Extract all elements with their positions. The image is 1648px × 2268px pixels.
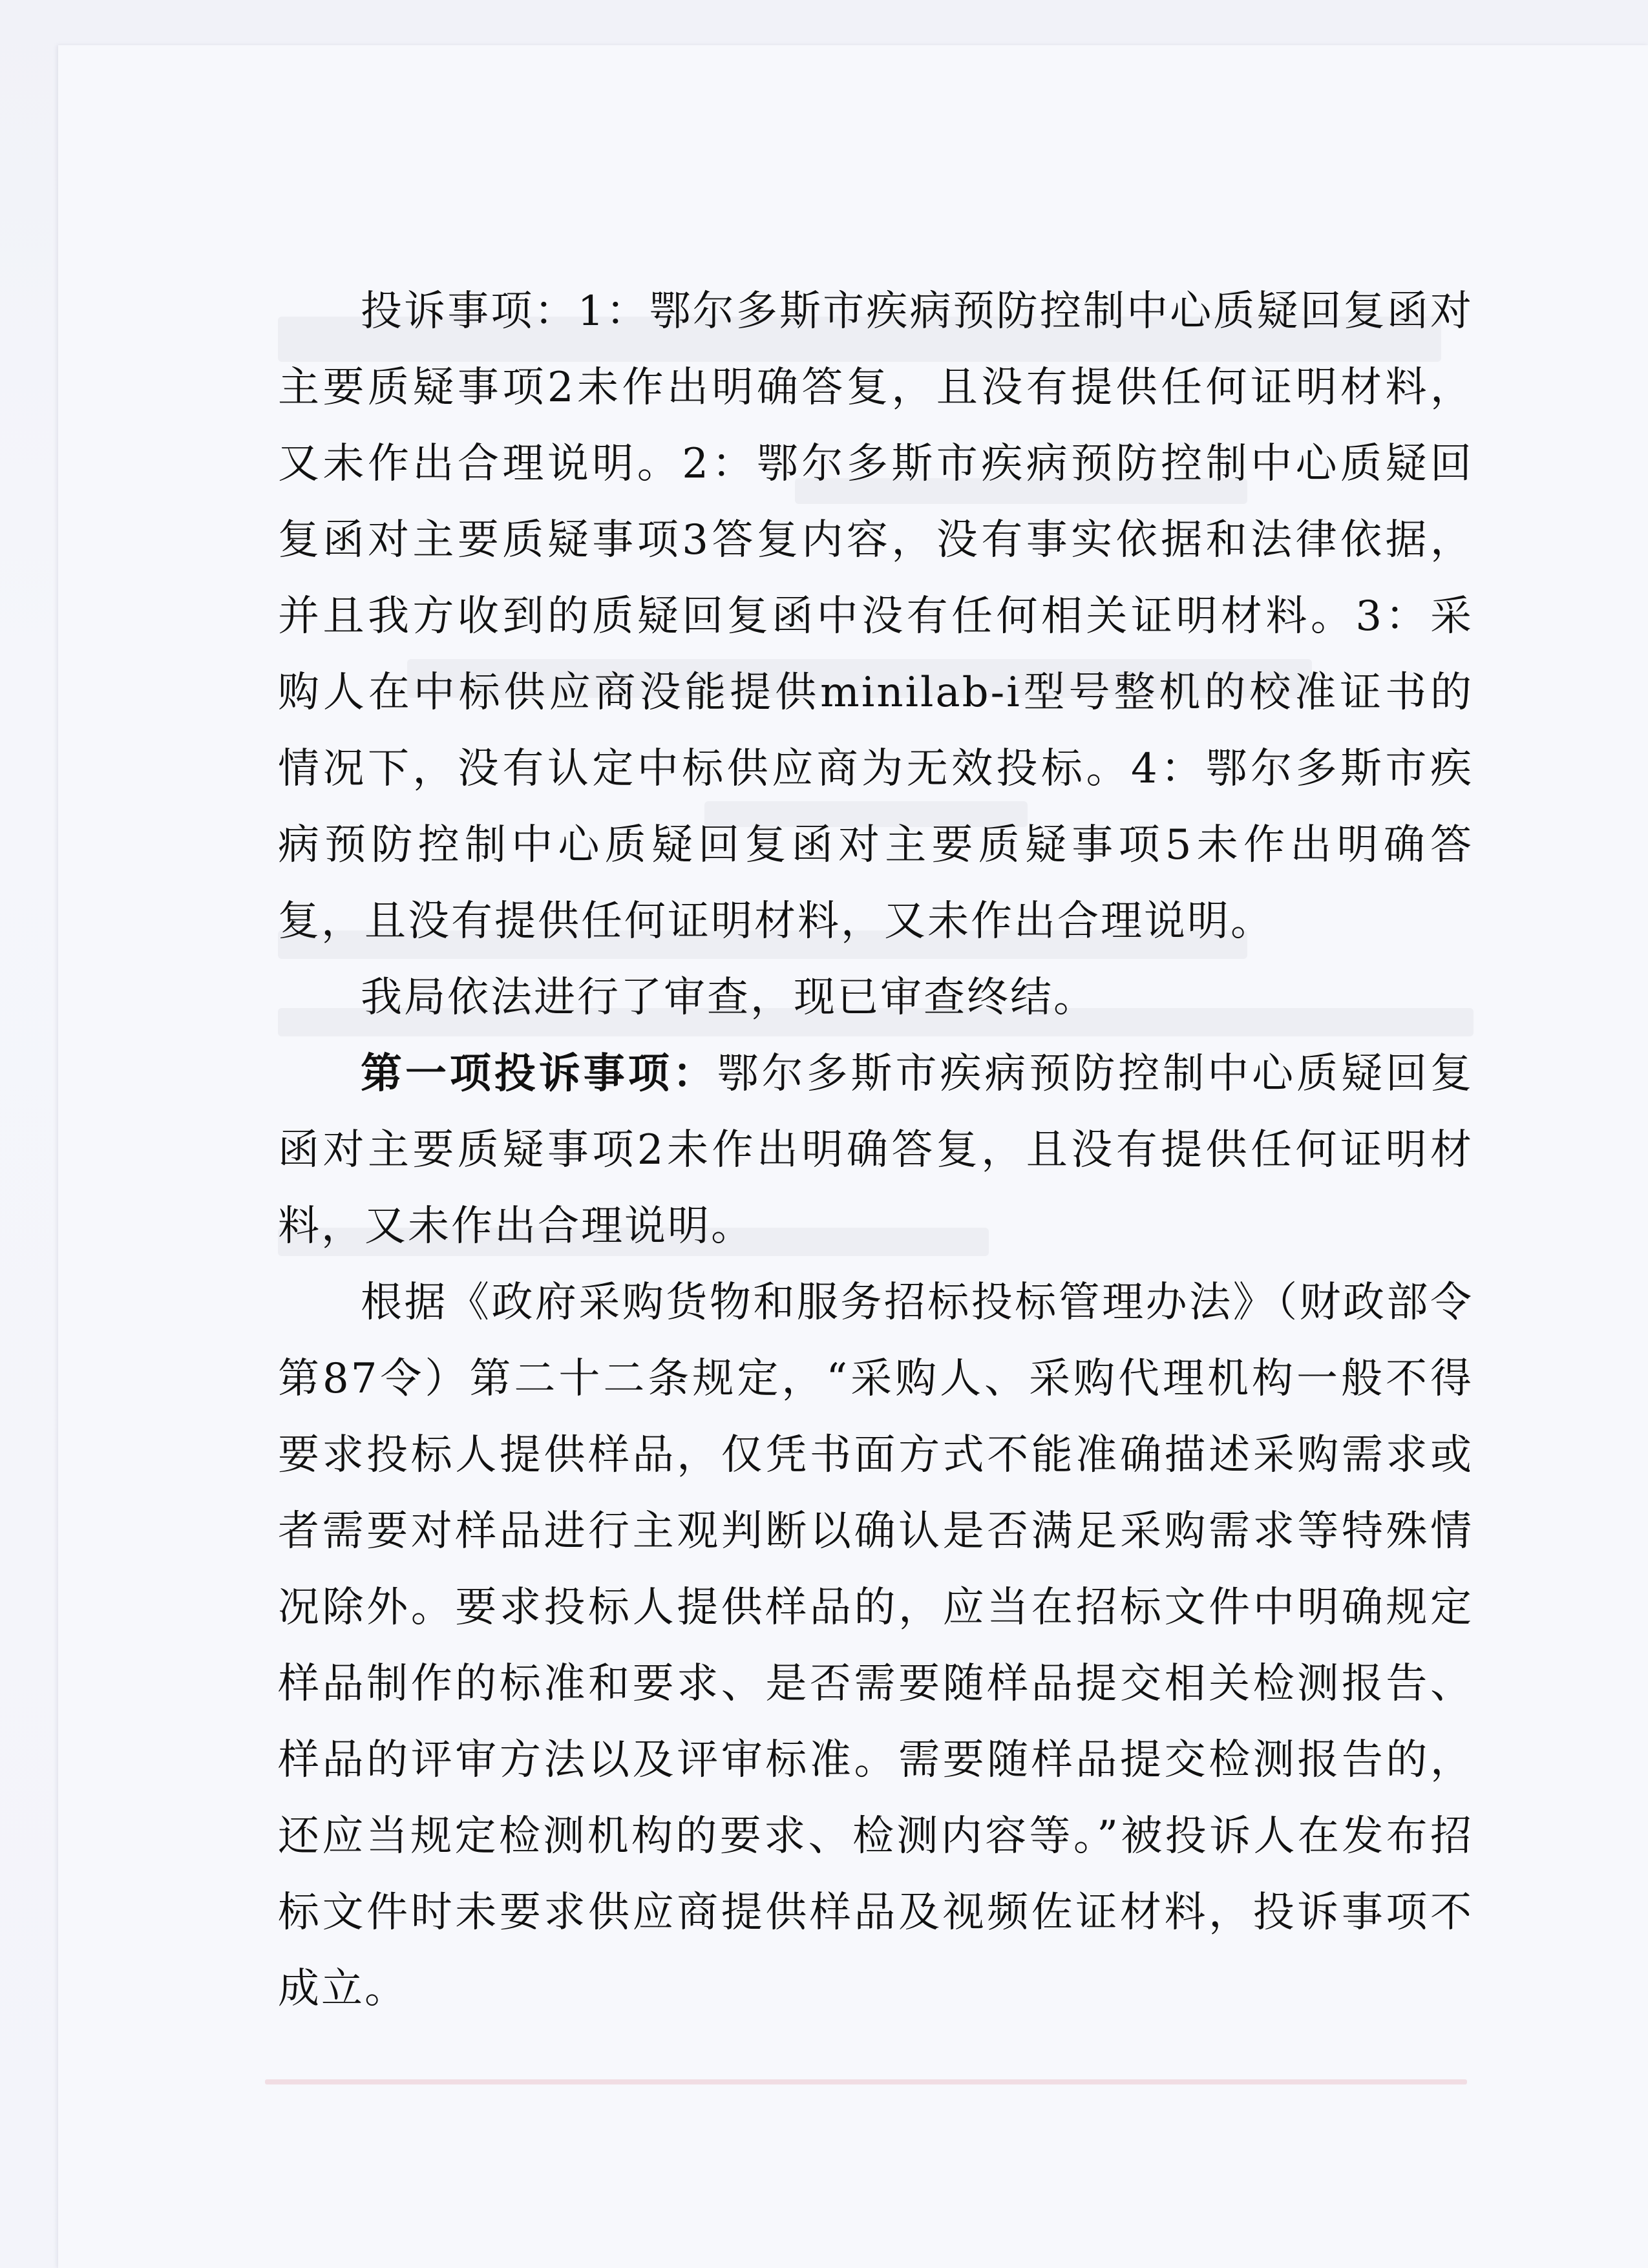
first-complaint-text: 鄂尔多斯市疾病预防控制中心质疑回复函对主要质疑事项2未作出明确答复，且没有提供任何证明材料，又未作出合理说明。 xyxy=(278,1050,1474,1250)
review-status-paragraph: 我局依法进行了审查，现已审查终结。 xyxy=(361,974,1097,1022)
first-complaint-label: 第一项投诉事项： xyxy=(361,1049,717,1098)
document-body xyxy=(278,273,1474,2027)
complaint-items-paragraph: 投诉事项：1：鄂尔多斯市疾病预防控制中心质疑回复函对主要质疑事项2未作出明确答复，且没有提供任何证明材料，又未作出合理说明。2：鄂尔多斯市疾病预防控制中心质疑回复函对主要质疑事项3答复内容，没有事实依据和法律依据，并且我方收到的质疑回复函中没有任何相关证明材料。3：采购人在中标供应商没能提供minilab-i型号整机的校准证书的情况下，没有认定中标供应商为无效投标。4：鄂尔多斯市疾病预防控制中心质疑回复函对主要质疑事项5未作出明确答复，且没有提供任何证明材料，又未作出合理说明。 xyxy=(278,288,1474,945)
footer-divider xyxy=(265,2079,1467,2084)
first-complaint-paragraph xyxy=(278,1036,1474,1265)
legal-basis-paragraph: 根据《政府采购货物和服务招标投标管理办法》（财政部令第87令）第二十二条规定，“采购人、采购代理机构一般不得要求投标人提供样品，仅凭书面方式不能准确描述采购需求或者需要对样品进行主观判断以确认是否满足采购需求等特殊情况除外。要求投标人提供样品的，应当在招标文件中明确规定样品制作的标准和要求、是否需要随样品提交相关检测报告、样品的评审方法以及评审标准。需要随样品提交检测报告的，还应当规定检测机构的要求、检测内容等。”被投诉人在发布招标文件时未要求供应商提供样品及视频佐证材料，投诉事项不成立。 xyxy=(278,1279,1474,2013)
